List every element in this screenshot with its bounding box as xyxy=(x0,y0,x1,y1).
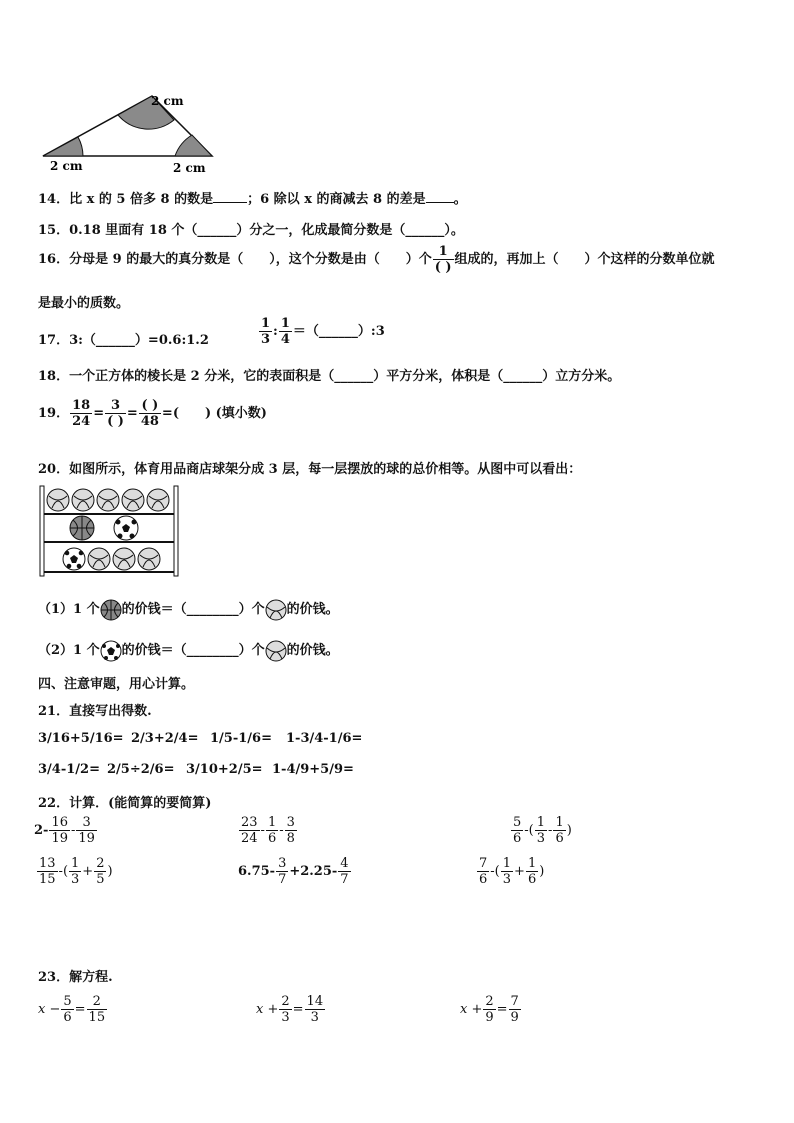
question-18: 18．一个正方体的棱长是 2 分米，它的表面积是（______）平方分米，体积是（______）立方分米。 xyxy=(38,369,621,384)
section-heading: 四、注意审题，用心计算。 xyxy=(38,677,195,692)
q22-expression-3: $\frac{5}{6}$ -( $\frac{1}{3}$ - $\frac{1}{6}$ ) xyxy=(513,815,572,846)
volleyball-icon xyxy=(265,640,287,662)
q22-expression-6: $\frac{7}{6}$ -( $\frac{1}{3}$ + $\frac{1}{6}$ ) xyxy=(479,856,545,887)
fraction: $\frac{1}{3}$ xyxy=(261,316,271,347)
volleyball-icon xyxy=(138,548,160,570)
q21-item: 2/3+2/4= xyxy=(131,731,199,746)
question-23-title: 23．解方程. xyxy=(38,970,113,985)
question-16-line2: 是最小的质数。 xyxy=(38,296,130,311)
basketball-icon xyxy=(70,516,94,540)
fraction: $\frac{1}{4}$ xyxy=(280,316,290,347)
question-20: 20．如图所示，体育用品商店球架分成 3 层，每一层摆放的球的总价相等。从图中可以看出： xyxy=(38,462,582,477)
blank[interactable] xyxy=(426,202,454,203)
q22-expression-4: $\frac{13}{15}$ -( $\frac{1}{3}$ + $\frac{2}{5}$ ) xyxy=(39,856,113,887)
sector-left xyxy=(43,137,83,156)
fraction: $\frac{( )}{48}$ xyxy=(140,398,159,429)
soccer-ball-icon xyxy=(100,640,122,662)
q21-item: 3/10+2/5= xyxy=(186,762,263,777)
volleyball-icon xyxy=(147,489,169,511)
q22-expression-1: 2- $\frac{16}{19}$ - $\frac{3}{19}$ xyxy=(34,815,95,846)
question-22-title: 22．计算．(能简算的要简算) xyxy=(38,796,212,811)
soccer-ball-icon xyxy=(63,548,85,570)
question-16-line1: 16．分母是 9 的最大的真分数是（ ），这个分数是由（ ）个 $\frac{1}{( )}$ 组成的，再加上（ ）个这样的分数单位就 xyxy=(38,244,715,275)
question-15: 15．0.18 里面有 18 个（______）分之一，化成最简分数是（______）。 xyxy=(38,223,464,238)
blank[interactable] xyxy=(213,202,247,203)
basketball-icon xyxy=(100,599,122,621)
question-17-part1: 17．3:（______）=0.6:1.2 xyxy=(38,333,209,348)
volleyball-icon xyxy=(113,548,135,570)
label-top: 2 cm xyxy=(151,94,184,108)
fraction: $\frac{3}{( )}$ xyxy=(107,398,124,429)
question-14: 14．比 x 的 5 倍多 8 的数是 ；6 除以 x 的商减去 8 的差是 。 xyxy=(38,192,467,207)
volleyball-icon xyxy=(72,489,94,511)
q23-equation-2: x + $\frac{2}{3}$ = $\frac{14}{3}$ xyxy=(256,994,324,1025)
q21-item: 2/5÷2/6= xyxy=(107,762,175,777)
volleyball-icon xyxy=(122,489,144,511)
q22-expression-2: $\frac{23}{24}$ - $\frac{1}{6}$ - $\frac{3}{8}$ xyxy=(241,815,295,846)
question-21-title: 21．直接写出得数. xyxy=(38,704,152,719)
volleyball-icon xyxy=(265,599,287,621)
q23-equation-3: x + $\frac{2}{9}$ = $\frac{7}{9}$ xyxy=(460,994,519,1025)
q21-item: 1/5-1/6= xyxy=(210,731,272,746)
fraction: $\frac{1}{( )}$ xyxy=(434,244,452,275)
fraction: $\frac{18}{24}$ xyxy=(72,398,91,429)
q21-item: 3/16+5/16= xyxy=(38,731,124,746)
question-20-1: （1）1 个 的价钱＝（________）个 的价钱。 xyxy=(38,598,339,621)
q21-item: 1-3/4-1/6= xyxy=(286,731,363,746)
q23-equation-1: x − $\frac{5}{6}$ = $\frac{2}{15}$ xyxy=(38,994,106,1025)
triangle-figure xyxy=(40,92,220,174)
soccer-ball-icon xyxy=(114,516,138,540)
label-left: 2 cm xyxy=(50,159,83,173)
q22-expression-5: 6.75- $\frac{3}{7}$ +2.25- $\frac{4}{7}$ xyxy=(238,856,349,887)
ball-rack-figure xyxy=(38,484,182,578)
question-20-2: （2）1 个 的价钱＝（________）个 的价钱。 xyxy=(38,639,339,662)
volleyball-icon xyxy=(88,548,110,570)
volleyball-icon xyxy=(97,489,119,511)
volleyball-icon xyxy=(47,489,69,511)
label-right: 2 cm xyxy=(173,161,206,174)
q21-item: 1-4/9+5/9= xyxy=(272,762,354,777)
question-19: 19． $\frac{18}{24}$ = $\frac{3}{( )}$ = $\frac{( )}{48}$ =( ) (填小数) xyxy=(38,398,267,429)
question-17-part2: $\frac{1}{3}$ : $\frac{1}{4}$ ＝（______）:3 xyxy=(261,316,385,347)
q21-item: 3/4-1/2= xyxy=(38,762,100,777)
